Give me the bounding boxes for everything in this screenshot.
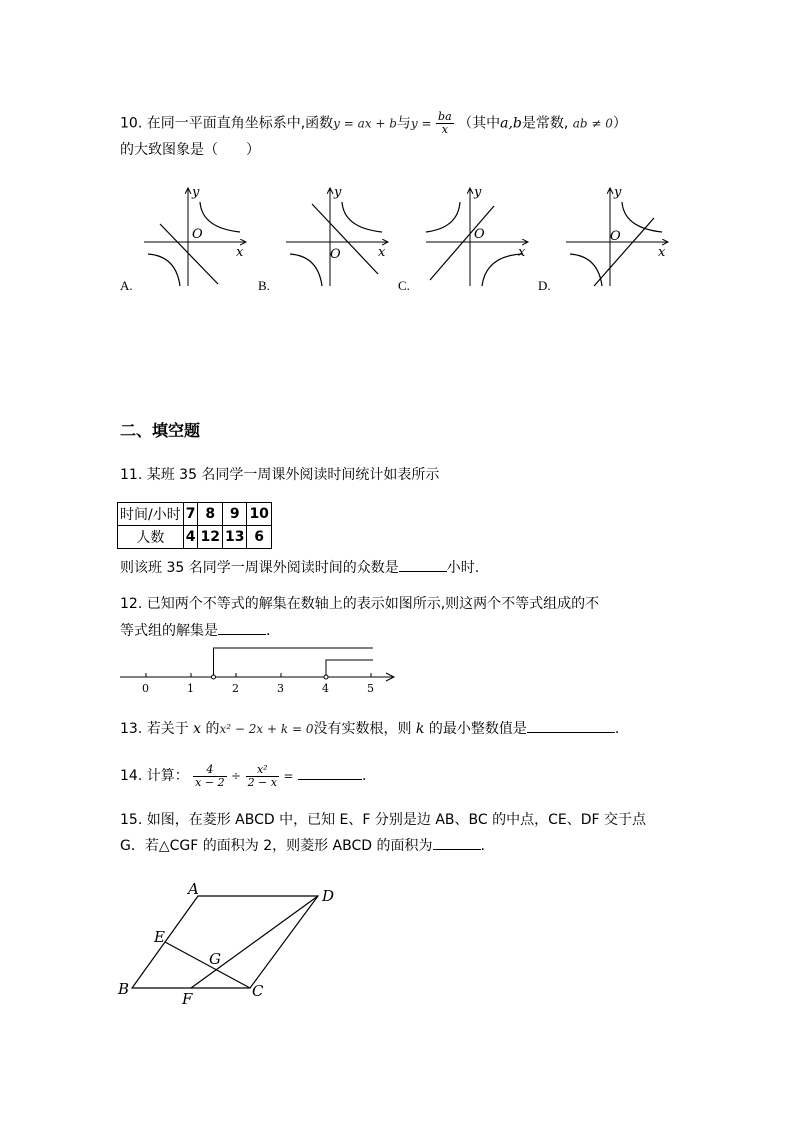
table-cell: 6 [247,526,271,549]
q11-answer-blank[interactable] [399,557,447,572]
label-g: G [209,950,221,968]
table-cell: 8 [198,503,222,526]
graph-a-x-label: x [236,245,244,260]
option-b-label: B. [258,278,270,293]
q15-answer-blank[interactable] [433,835,481,850]
segment-ce [165,942,250,988]
table-cell: 9 [222,503,246,526]
q15-line1: 15. 如图，在菱形 ABCD 中，已知 E、F 分别是边 AB、BC 的中点，CE、DF 交于点 [120,812,647,828]
q14-f2-num: x² [246,764,279,777]
graph-b-y-label: y [334,185,342,200]
q10-text-d: 是常数, [521,115,569,132]
option-d-label: D. [538,278,551,293]
graph-c-y-label: y [474,185,482,200]
q14-equals: = [283,769,294,783]
graph-d-hyperbola-1 [622,202,662,232]
q12-line2-b: . [266,623,271,639]
table-header-time: 时间/小时 [118,503,184,526]
q12-line2 [120,620,270,641]
graph-b-origin: O [330,247,341,262]
graph-c-hyperbola-2 [482,254,522,286]
svg-text:0: 0 [142,682,149,695]
svg-text:3: 3 [277,682,284,695]
q13-text-a: 13. 若关于 [120,721,189,737]
graph-c-line [430,206,494,280]
q15-line2-a: G．若△CGF 的面积为 2，则菱形 ABCD 的面积为 [120,838,433,854]
q12-line1: 12. 已知两个不等式的解集在数轴上的表示如图所示,则这两个不等式组成的不 [120,596,600,612]
option-c-label: C. [398,278,410,293]
svg-text:4: 4 [322,682,329,695]
graph-b-hyperbola-1 [342,202,382,232]
q15-line2-b: . [480,838,485,854]
q14-f1-num: 4 [193,764,226,777]
graph-a-origin: O [192,227,203,242]
graph-d-hyperbola-2 [570,254,602,286]
q14-fraction-2 [246,764,279,789]
q10-condition: ab ≠ 0 [572,116,613,131]
reading-time-table [117,502,272,549]
open-point-4 [324,675,328,679]
q11-answer-b: 小时. [446,560,480,576]
q13-answer-blank[interactable] [527,718,615,733]
solution-ray-1 [214,648,374,677]
graph-b [282,182,394,290]
q10-text-b: 与 [396,115,411,132]
q14-text-e: . [361,768,367,784]
q10-func2-num: ba [438,110,452,123]
q13-equation: x² − 2x + k = 0 [219,722,314,736]
table-cell: 13 [222,526,246,549]
segment-df [191,896,318,988]
q11-text: 11. 某班 35 名同学一周课外阅读时间统计如表所示 [120,467,440,483]
q13-text-d: 的最小整数值是 [428,721,527,737]
q14-f2-den: 2 − x [247,775,277,789]
graph-b-line [312,204,378,274]
graph-a-hyperbola-1 [200,202,240,232]
label-c: C [252,982,264,1000]
number-line-ticks [146,673,371,677]
q10-func1: y = ax + b [333,116,397,131]
q14-fraction-1 [193,764,226,789]
graph-d-y-label: y [614,185,622,200]
open-point-1-5 [212,675,216,679]
q10-number: 10. [120,115,143,132]
label-a: A [188,880,199,898]
graph-d-origin: O [610,229,621,244]
label-d: D [322,887,335,905]
option-a-label: A. [120,278,133,293]
svg-text:5: 5 [367,682,374,695]
graph-c-hyperbola-1 [426,202,460,232]
q14-operator: ÷ [231,769,242,783]
q10-func2-lhs: y = [410,116,432,131]
q10-text-e: ） [612,115,627,132]
graph-d-x-label: x [658,245,666,260]
q12-line2-a: 等式组的解集是 [120,623,218,639]
graph-a-hyperbola-2 [148,254,180,286]
q13-text-e: . [614,721,620,737]
q13-text-c: 没有实数根，则 [313,721,412,737]
q13-line [120,718,619,739]
q11-answer-line [120,557,479,578]
graph-a-y-label: y [192,185,200,200]
table-cell: 7 [183,503,198,526]
number-line-tick-labels [142,682,374,695]
q13-var-x: x [193,721,202,737]
svg-text:1: 1 [187,682,194,695]
graph-d [562,182,674,290]
table-cell: 12 [198,526,222,549]
svg-text:2: 2 [232,682,239,695]
q10-text-c: （其中 [458,115,501,132]
table-cell: 10 [247,503,271,526]
label-e: E [154,928,165,946]
q13-text-b: 的 [205,721,220,737]
graph-b-x-label: x [378,245,386,260]
graph-d-line [594,218,654,286]
q10-vars: a,b [500,115,522,132]
q12-answer-blank[interactable] [218,620,266,635]
solution-ray-2 [326,660,373,677]
q14-text-a: 14. 计算： [120,768,189,784]
q10-func2-den: x [441,123,448,136]
q14-f1-den: x − 2 [195,775,225,789]
q10-func2-fraction [436,111,454,136]
graph-b-hyperbola-2 [290,254,322,286]
table-row [118,526,272,549]
q10-line1 [120,111,627,136]
label-b: B [118,980,130,998]
table-header-count: 人数 [118,526,184,549]
table-cell: 4 [183,526,198,549]
graph-c-origin: O [474,227,485,242]
label-f: F [182,990,193,1008]
table-row [118,503,272,526]
graph-c [422,182,534,290]
q13-var-k: k [415,721,425,737]
graph-a [140,182,252,290]
q10-line2: 的大致图象是（ ） [120,142,260,158]
graph-c-x-label: x [518,245,526,260]
q15-line2 [120,835,485,856]
q11-answer-a: 则该班 35 名同学一周课外阅读时间的众数是 [120,560,399,576]
q14-line [120,758,366,794]
q14-answer-blank[interactable] [298,765,362,780]
number-line [118,640,400,698]
rhombus-figure [112,876,352,1012]
q10-text-a: 在同一平面直角坐标系中,函数 [146,115,334,132]
section-title: 二、填空题 [120,421,201,440]
graph-a-line [160,224,218,284]
